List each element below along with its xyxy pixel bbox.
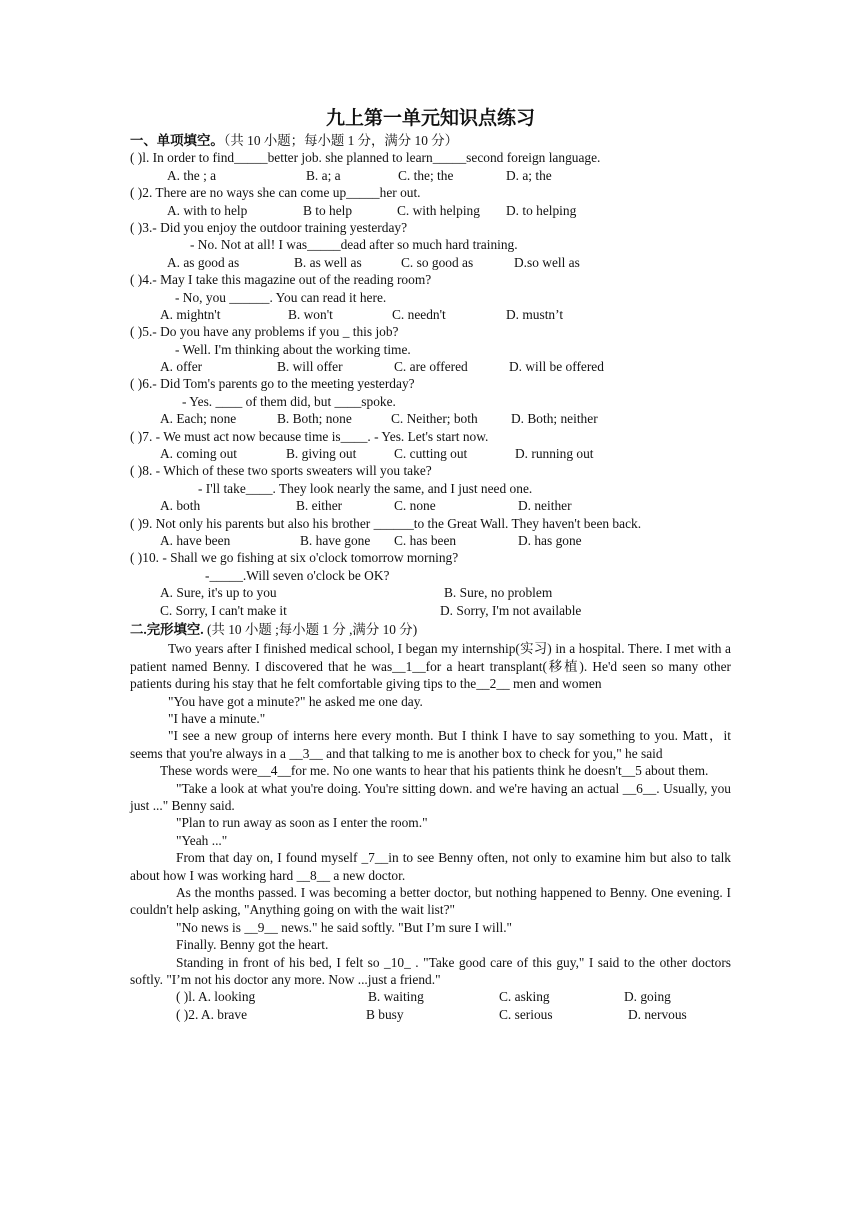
question-7-stem: ( )7. - We must act now because time is____. - Yes. Let's start now. (130, 428, 489, 444)
option-c: C. are offered (394, 359, 468, 375)
option-a: A. Sure, it's up to you (160, 585, 277, 601)
option-b: B. giving out (286, 446, 357, 462)
question-3-stem: ( )3.- Did you enjoy the outdoor training yesterday? (130, 219, 408, 235)
passage-paragraph: "Take a look at what you're doing. You're sitting down. and we're having an actual __6__. Usually, you just ..." Benny said. (130, 780, 731, 813)
passage-paragraph: "No news is __9__ news." he said softly. "But I’m sure I will." (176, 919, 513, 935)
option-c: C. serious (499, 1006, 553, 1022)
cloze-question-2 (130, 1006, 731, 1023)
question-6-options (130, 410, 731, 427)
option-d: D. Sorry, I'm not available (440, 602, 582, 618)
section-heading-text: 二.完形填空. (130, 621, 204, 637)
worksheet (130, 104, 731, 1023)
option-c: C. so good as (401, 254, 474, 270)
option-d: D. mustn’t (506, 306, 564, 322)
option-d: D. a; the (506, 167, 552, 183)
question-7-options (130, 445, 731, 462)
question-1-stem: ( )l. In order to find_____better job. she planned to learn_____second foreign language. (130, 150, 601, 166)
option-d: D. will be offered (509, 359, 604, 375)
option-a: A. have been (160, 533, 231, 548)
passage-paragraph: Finally. Benny got the heart. (176, 937, 329, 953)
question-10-options-row2 (130, 602, 731, 619)
question-4-options (130, 306, 731, 323)
option-c: C. asking (499, 989, 550, 1005)
option-a: A. the ; a (167, 167, 217, 183)
passage-paragraph: These words were__4__for me. No one wants to hear that his patients think he doesn't__5 about them. (160, 763, 709, 779)
passage-paragraph: Standing in front of his bed, I felt so _10_ . "Take good care of this guy," I said to the other doctors softly. "I’m not his doctor any more. Now ...just a friend." (130, 954, 731, 987)
option-c: C. Sorry, I can't make it (160, 602, 287, 618)
option-a: A. Each; none (160, 411, 237, 427)
option-c: C. the; the (398, 167, 454, 183)
option-d: D. nervous (628, 1006, 687, 1022)
option-b: B. will offer (277, 359, 343, 375)
option-b: B. as well as (294, 254, 362, 270)
question-5-stem: ( )5.- Do you have any problems if you _ this job? (130, 324, 399, 340)
question-9-stem: ( )9. Not only his parents but also his brother ______to the Great Wall. They haven't been back. (130, 515, 642, 531)
option-b: B to help (303, 202, 353, 218)
option-c: C. has been (394, 533, 457, 548)
option-d: D. going (624, 989, 671, 1005)
option-c: C. with helping (397, 202, 480, 218)
section-note: （共 10 小题；每小题 1 分，满分 10 分） (223, 133, 459, 148)
option-d: D. neither (518, 498, 572, 514)
option-a: A. coming out (160, 446, 237, 462)
question-4-stem: ( )4.- May I take this magazine out of the reading room? (130, 272, 432, 288)
passage-paragraph: As the months passed. I was becoming a better doctor, but nothing happened to Benny. One evening. I couldn't help asking, "Anything going on with the wait list?" (130, 884, 731, 918)
question-6-stem: ( )6.- Did Tom's parents go to the meeting yesterday? (130, 376, 415, 392)
option-b: B. Sure, no problem (444, 585, 553, 601)
question-3-reply: - No. Not at all! I was_____dead after so much hard training. (190, 237, 518, 253)
question-2-options (130, 202, 731, 219)
passage-paragraph: "I see a new group of interns here every month. But I think I have to say something to you. Matt，it seems that you're always in a __3__ and that talking to me is another box to check for you," he said (130, 728, 731, 761)
section-heading-1 (130, 132, 731, 149)
option-a: A. both (160, 498, 201, 514)
question-5-options (130, 358, 731, 375)
passage-paragraph: "I have a minute." (168, 710, 266, 726)
question-2-stem: ( )2. There are no ways she can come up_____her out. (130, 185, 421, 201)
question-10-reply: -_____.Will seven o'clock be OK? (205, 567, 390, 583)
option-d: D. Both; neither (511, 411, 598, 427)
option-b: B. a; a (306, 167, 341, 183)
option-a: A. as good as (167, 254, 240, 270)
option-a: A. with to help (167, 202, 248, 218)
section-note: (共 10 小题 ;每小题 1 分 ,满分 10 分) (203, 621, 418, 637)
option-b: B. either (296, 498, 343, 514)
question-10-stem: ( )10. - Shall we go fishing at six o'clock tomorrow morning? (130, 550, 459, 566)
option-b: B busy (366, 1006, 404, 1022)
passage-paragraph: "You have got a minute?" he asked me one day. (168, 693, 423, 709)
passage-paragraph: Two years after I finished medical school, I began my internship(实习) in a hospital. There. I met with a patient named Benny. I discovered that he was__1__for a heart transplant(移植). He'd seen so many other patients during his stay that he felt comfortable giving tips to the__2__ men and women (130, 641, 731, 692)
section-heading-text: 一、单项填空。 (130, 133, 224, 148)
question-6-reply: - Yes. ____ of them did, but ____spoke. (182, 393, 396, 409)
cloze-stem: ( )l. A. looking (176, 989, 256, 1005)
question-10-options-row1 (130, 584, 731, 601)
question-5-reply: - Well. I'm thinking about the working time. (175, 341, 411, 357)
question-4-reply: - No, you ______. You can read it here. (175, 289, 387, 305)
question-1-options (130, 167, 731, 184)
option-a: A. mightn't (160, 306, 221, 322)
option-b: B. waiting (368, 989, 424, 1005)
question-3-options (130, 254, 731, 271)
option-c: C. Neither; both (391, 411, 478, 427)
passage-paragraph: "Yeah ..." (176, 832, 228, 848)
cloze-question-1 (130, 988, 731, 1005)
option-a: A. offer (160, 359, 203, 375)
option-c: C. needn't (392, 306, 446, 322)
passage-paragraph: "Plan to run away as soon as I enter the room." (176, 815, 428, 831)
page-title: 九上第一单元知识点练习 (325, 107, 535, 129)
option-c: C. none (394, 498, 436, 514)
option-b: B. Both; none (277, 411, 352, 427)
cloze-stem: ( )2. A. brave (176, 1006, 248, 1022)
option-d: D.so well as (514, 254, 580, 270)
passage-paragraph: From that day on, I found myself _7__in to see Benny often, not only to examine him but also to talk about how I was working hard __8__ a new doctor. (130, 850, 731, 883)
option-d: D. has gone (518, 533, 582, 548)
section-heading-2 (130, 621, 731, 638)
option-c: C. cutting out (394, 446, 468, 462)
question-8-options (130, 497, 731, 514)
option-d: D. to helping (506, 202, 577, 218)
option-d: D. running out (515, 446, 594, 462)
question-8-reply: - I'll take____. They look nearly the same, and I just need one. (198, 480, 533, 496)
question-9-options (130, 532, 731, 549)
option-b: B. have gone (300, 533, 371, 548)
question-8-stem: ( )8. - Which of these two sports sweaters will you take? (130, 463, 432, 479)
option-b: B. won't (288, 306, 333, 322)
